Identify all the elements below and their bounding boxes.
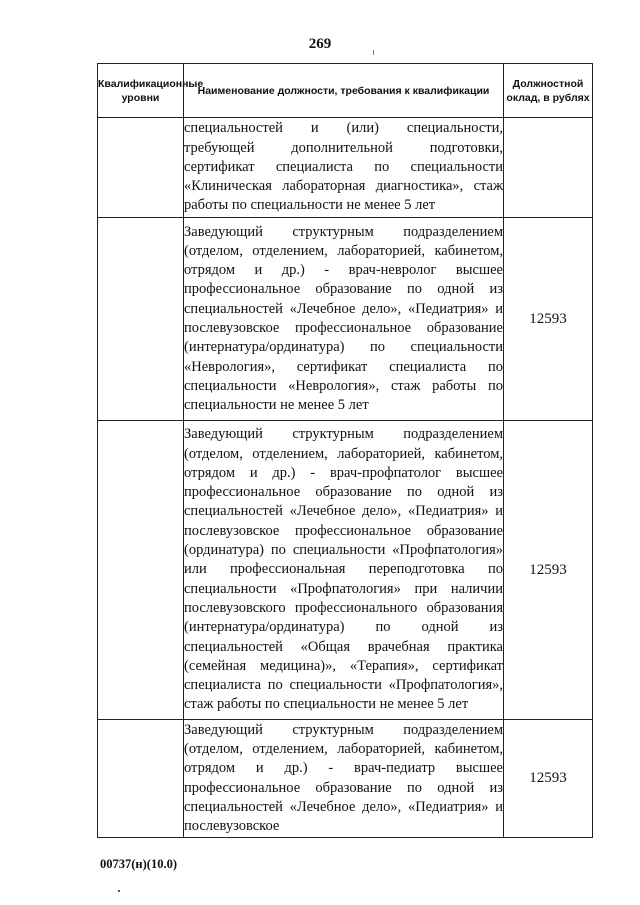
salary-value xyxy=(504,118,593,218)
qualification-table xyxy=(97,63,593,838)
salary-value: 12593 xyxy=(504,720,593,838)
header-salary: Должностной оклад, в рублях xyxy=(504,64,593,118)
header-qualification-levels: Квалификационные уровни xyxy=(98,64,184,118)
position-description: Заведующий структурным подразделением (отделом, отделением, лабораторией, кабинетом, отрядом и др.) - врач-профпатолог высшее профессиональное образование по одной из специальностей «Лечебное дело», «Педиатрия» и послевузовское профессиональное образование (ординатура) по специальности «Профпатология» или профессиональная переподготовка по специальности «Профпатология» при наличии послевузовского профессионального образования (интернатура/ординатура) по одной из специальностей «Общая врачебная практика (семейная медицина)», «Терапия», сертификат специалиста по специальности «Профпатология», стаж работы по специальности не менее 5 лет xyxy=(184,421,504,720)
level-cell xyxy=(98,720,184,838)
table-row xyxy=(98,720,593,838)
level-cell xyxy=(98,421,184,720)
document-code: 00737(н)(10.0) xyxy=(100,857,177,871)
position-description: Заведующий структурным подразделением (отделом, отделением, лабораторией, кабинетом, отрядом и др.) - врач-невролог высшее профессиональное образование по одной из специальностей «Лечебное дело», «Педиатрия» и послевузовское профессиональное образование (интернатура/ординатура) по специальности «Неврология», сертификат специалиста по специальности «Неврология», стаж работы по специальности не менее 5 лет xyxy=(184,218,504,421)
position-description: Заведующий структурным подразделением (отделом, отделением, лабораторией, кабинетом, отрядом и др.) - врач-педиатр высшее профессиональное образование по одной из специальностей «Лечебное дело», «Педиатрия» и послевузовское xyxy=(184,720,504,838)
table-row xyxy=(98,118,593,218)
position-description: специальностей и (или) специальности, требующей дополнительной подготовки, сертификат специалиста по специальности «Клиническая лабораторная диагностика», стаж работы по специальности не менее 5 лет xyxy=(184,118,504,218)
scan-mark xyxy=(373,50,374,55)
table-header-row xyxy=(98,64,593,118)
level-cell xyxy=(98,218,184,421)
table-row xyxy=(98,421,593,720)
page-number: 269 xyxy=(308,36,332,52)
table-row xyxy=(98,218,593,421)
header-position-requirements: Наименование должности, требования к квалификации xyxy=(184,64,504,118)
salary-value: 12593 xyxy=(504,421,593,720)
salary-value: 12593 xyxy=(504,218,593,421)
level-cell xyxy=(98,118,184,218)
scan-speck xyxy=(118,890,120,892)
